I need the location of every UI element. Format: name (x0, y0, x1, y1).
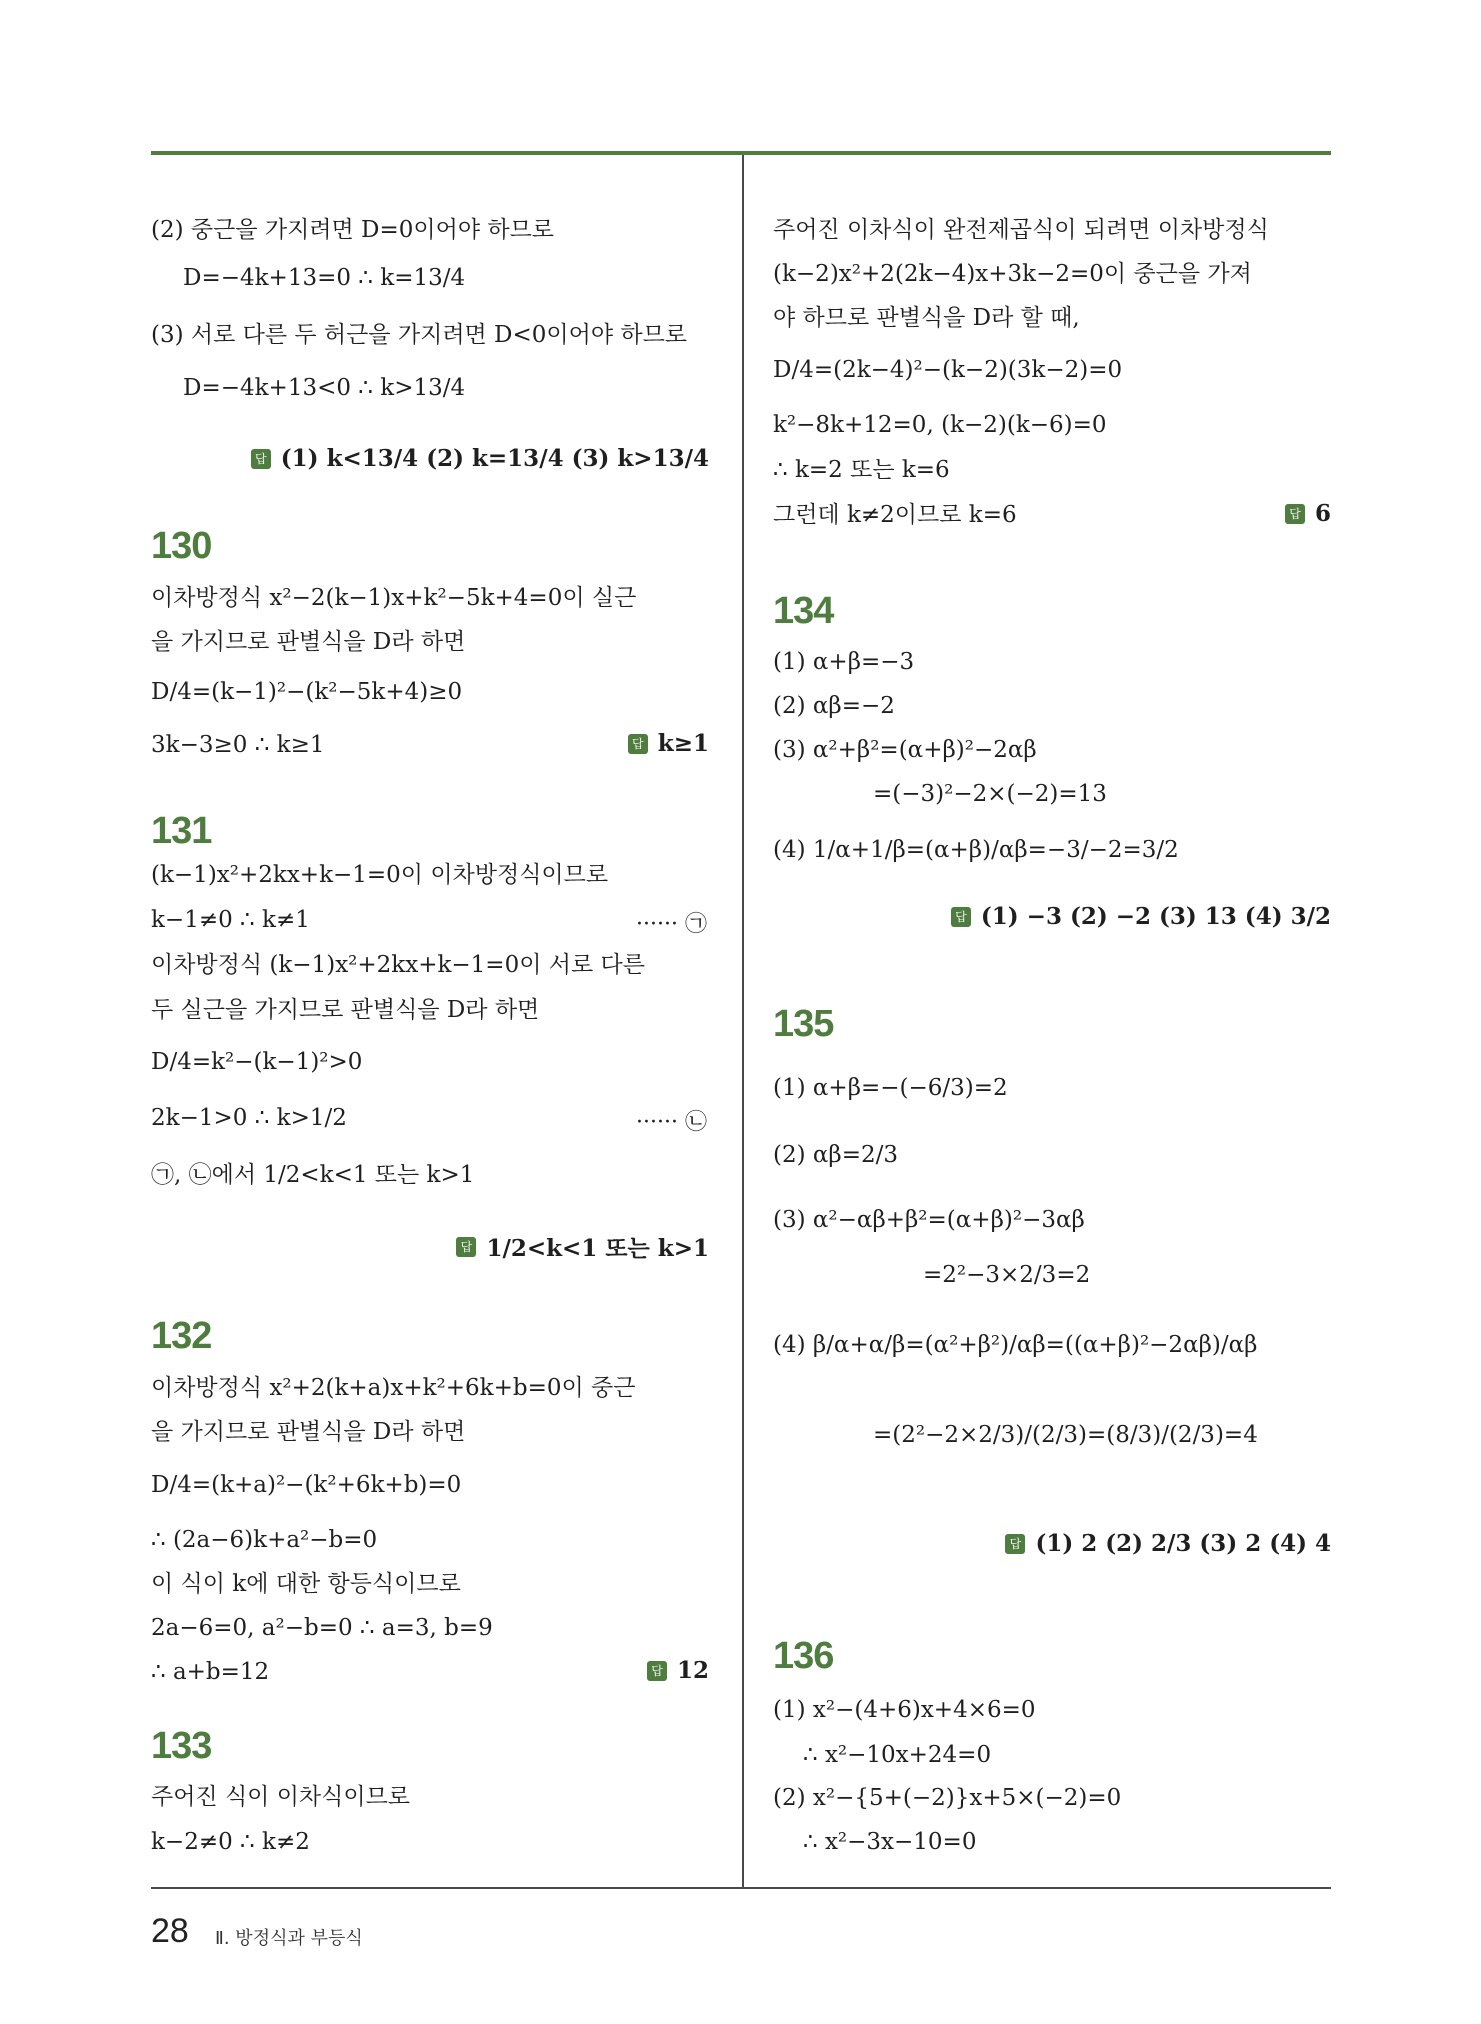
equation: k²−8k+12=0, (k−2)(k−6)=0 (773, 412, 1107, 438)
equation: 2a−6=0, a²−b=0 ∴ a=3, b=9 (151, 1615, 493, 1641)
equation: (1) α+β=−(−6/3)=2 (773, 1075, 1008, 1101)
equation: (3) α²+β²=(α+β)²−2αβ (773, 737, 1037, 763)
equation: D=−4k+13<0 ∴ k>13/4 (183, 375, 466, 401)
chapter-title: Ⅱ. 방정식과 부등식 (215, 1928, 363, 1949)
problem-number: 134 (773, 590, 834, 632)
text-line: (k−2)x²+2(2k−4)x+3k−2=0이 중근을 가져 (773, 261, 1252, 287)
equation: ∴ x²−10x+24=0 (803, 1742, 992, 1768)
text-line: 을 가지므로 판별식을 D라 하면 (151, 629, 466, 655)
text-line: 두 실근을 가지므로 판별식을 D라 하면 (151, 997, 540, 1023)
answer-badge: 답 (1285, 504, 1305, 524)
problem-number: 131 (151, 810, 212, 852)
answer-130: 답 k≥1 (628, 730, 709, 757)
answer-badge: 답 (628, 734, 648, 754)
text-line: 이 식이 k에 대한 항등식이므로 (151, 1571, 461, 1597)
text-line: 그런데 k≠2이므로 k=6 (773, 502, 1017, 528)
problem-number: 136 (773, 1635, 834, 1677)
equation: D/4=(2k−4)²−(k−2)(3k−2)=0 (773, 357, 1123, 383)
text-line: (2) 중근을 가지려면 D=0이어야 하므로 (151, 217, 555, 243)
bottom-rule (151, 1887, 1331, 1889)
answer-badge: 답 (647, 1661, 667, 1681)
answer-129: 답 (1) k<13/4 (2) k=13/4 (3) k>13/4 (251, 445, 709, 472)
equation: k−1≠0 ∴ k≠1 (151, 907, 310, 933)
text-line: 이차방정식 x²+2(k+a)x+k²+6k+b=0이 중근 (151, 1375, 636, 1401)
equation: =2²−3×2/3=2 (923, 1262, 1091, 1288)
equation: (2) αβ=2/3 (773, 1142, 899, 1168)
answer-badge: 답 (951, 907, 971, 927)
equation: ∴ (2a−6)k+a²−b=0 (151, 1527, 378, 1553)
equation: 2k−1>0 ∴ k>1/2 (151, 1105, 347, 1131)
answer-badge: 답 (456, 1237, 476, 1257)
text-line: 이차방정식 x²−2(k−1)x+k²−5k+4=0이 실근 (151, 585, 637, 611)
equation: (2) αβ=−2 (773, 693, 895, 719)
equation: D/4=(k−1)²−(k²−5k+4)≥0 (151, 679, 463, 705)
answer-badge: 답 (1005, 1534, 1025, 1554)
equation: ∴ x²−3x−10=0 (803, 1829, 977, 1855)
column-divider (742, 155, 744, 1887)
equation: D/4=(k+a)²−(k²+6k+b)=0 (151, 1472, 462, 1498)
equation: =(−3)²−2×(−2)=13 (873, 781, 1107, 807)
equation: ∴ k=2 또는 k=6 (773, 457, 950, 483)
equation: (3) α²−αβ+β²=(α+β)²−3αβ (773, 1207, 1085, 1233)
text-line: (k−1)x²+2kx+k−1=0이 이차방정식이므로 (151, 862, 609, 888)
problem-number: 132 (151, 1315, 212, 1357)
answer-134: 답 (1) −3 (2) −2 (3) 13 (4) 3/2 (951, 903, 1331, 930)
equation-marker: ······ ㉡ (636, 1110, 707, 1135)
text-line: 이차방정식 (k−1)x²+2kx+k−1=0이 서로 다른 (151, 952, 645, 978)
equation-marker: ······ ㉠ (636, 912, 707, 937)
answer-badge: 답 (251, 449, 271, 469)
answer-133: 답 6 (1285, 500, 1331, 527)
equation: (1) x²−(4+6)x+4×6=0 (773, 1697, 1036, 1723)
top-rule (151, 151, 1331, 155)
equation: (4) 1/α+1/β=(α+β)/αβ=−3/−2=3/2 (773, 837, 1179, 863)
text-line: 을 가지므로 판별식을 D라 하면 (151, 1419, 466, 1445)
equation: (4) β/α+α/β=(α²+β²)/αβ=((α+β)²−2αβ)/αβ (773, 1332, 1258, 1358)
text-line: 야 하므로 판별식을 D라 할 때, (773, 305, 1080, 331)
problem-number: 135 (773, 1003, 834, 1045)
answer-131: 답 1/2<k<1 또는 k>1 (456, 1230, 709, 1263)
text-line: 주어진 식이 이차식이므로 (151, 1784, 411, 1810)
problem-number: 130 (151, 525, 212, 567)
equation: k−2≠0 ∴ k≠2 (151, 1829, 310, 1855)
text-line: (3) 서로 다른 두 허근을 가지려면 D<0이어야 하므로 (151, 322, 688, 348)
equation: =(2²−2×2/3)/(2/3)=(8/3)/(2/3)=4 (873, 1422, 1258, 1448)
equation: 3k−3≥0 ∴ k≥1 (151, 732, 325, 758)
equation: (1) α+β=−3 (773, 649, 915, 675)
equation: ∴ a+b=12 (151, 1659, 270, 1685)
answer-132: 답 12 (647, 1657, 709, 1684)
equation: ㉠, ㉡에서 1/2<k<1 또는 k>1 (151, 1162, 475, 1188)
text-line: 주어진 이차식이 완전제곱식이 되려면 이차방정식 (773, 217, 1269, 243)
equation: (2) x²−{5+(−2)}x+5×(−2)=0 (773, 1785, 1122, 1811)
answer-135: 답 (1) 2 (2) 2/3 (3) 2 (4) 4 (1005, 1530, 1331, 1557)
equation: D/4=k²−(k−1)²>0 (151, 1049, 363, 1075)
problem-number: 133 (151, 1725, 212, 1767)
equation: D=−4k+13=0 ∴ k=13/4 (183, 265, 466, 291)
page-number: 28 (151, 1912, 189, 1950)
